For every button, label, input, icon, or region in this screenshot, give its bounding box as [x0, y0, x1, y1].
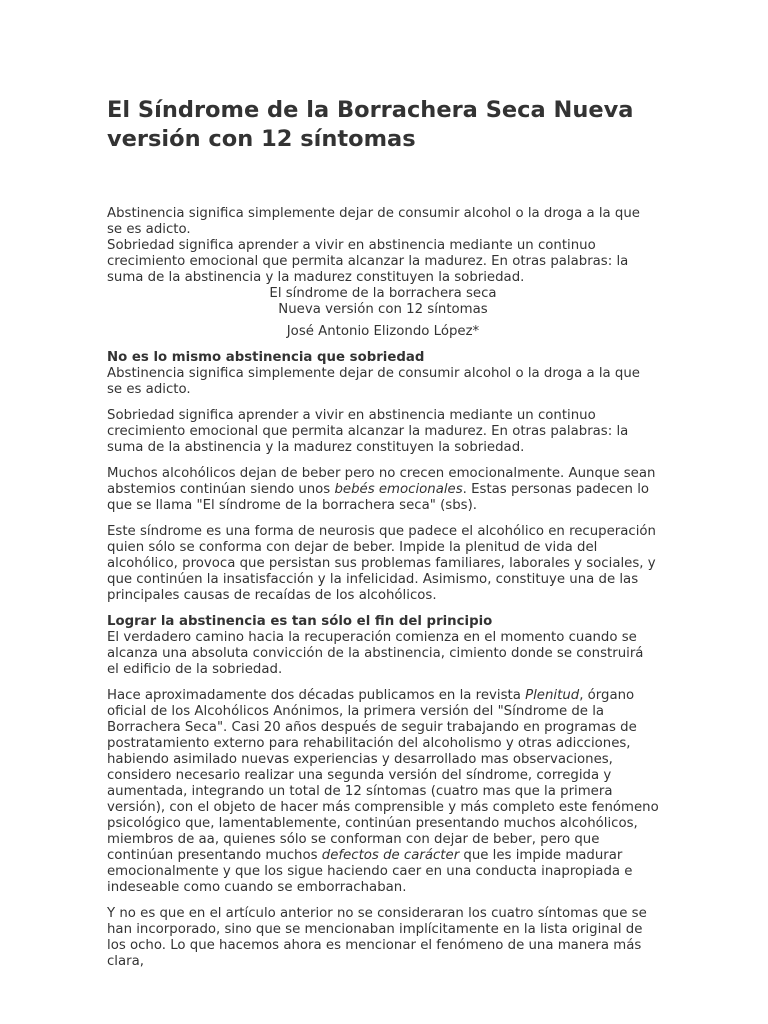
intro-center-line-2: Nueva versión con 12 síntomas [278, 302, 488, 317]
section-1-paragraph-2: Sobriedad significa aprender a vivir en abstinencia mediante un continuo crecimiento emocional que permita alcanzar la madurez. En otras palabras: la suma de la abstinencia y la madurez constituyen la sobriedad. [107, 408, 629, 455]
author-line: José Antonio Elizondo López* [286, 324, 480, 339]
section-1-paragraph-4: Este síndrome es una forma de neurosis que padece el alcohólico en recuperación quien sólo se conforma con dejar de beber. Impide la plenitud de vida del alcohólico, provoca que persistan sus problemas familiares, laborales y sociales, y que continúen la insatisfacción y la infelicidad. Asimismo, constituye una de las principales causas de recaídas de los alcohólicos. [107, 524, 656, 603]
section-1-heading: No es lo mismo abstinencia que sobriedad [107, 350, 425, 365]
document-title: El Síndrome de la Borrachera Seca Nueva versión con 12 síntomas [107, 97, 634, 152]
document-content [107, 96, 659, 980]
paragraph-text: Muchos alcohólicos dejan de beber pero no crecen emocionalmente. Aunque sean abstemios continúan siendo unos [107, 466, 656, 497]
section-2 [107, 614, 659, 678]
section-1 [107, 350, 659, 398]
paragraph-text: que les impide madurar emocionalmente y que los sigue haciendo caer en una conducta inapropiada e indeseable como cuando se emborrachaban. [107, 848, 633, 895]
paragraph-text: Hace aproximadamente dos décadas publicamos en la revista [107, 688, 526, 703]
section-1-paragraph-1: Abstinencia significa simplemente dejar de consumir alcohol o la droga a la que se es adicto. [107, 366, 640, 397]
intro-center-line-1: El síndrome de la borrachera seca [269, 286, 497, 301]
section-1-paragraph-3 [107, 466, 659, 514]
paragraph-text: , órgano oficial de los Alcohólicos Anónimos, la primera versión del "Síndrome de la Borrachera Seca". Casi 20 años después de seguir trabajando en programas de postratamiento externo para rehabilitación del alcoholismo y otras adicciones, habiendo asimilado nuevas experiencias y desarrollado mas observaciones, considero necesario realizar una segunda versión del síndrome, corregida y aumentada, integrando un total de 12 síntomas (cuatro mas que la primera versión), con el objeto de hacer más comprensible y más completo este fenómeno psicológico que, lamentablemente, continúan presentando muchos alcohólicos, miembros de aa, quienes sólo se conforman con dejar de beber, pero que continúan presentando muchos [107, 688, 659, 863]
document-body [107, 206, 659, 970]
section-2-paragraph-1: El verdadero camino hacia la recuperación comienza en el momento cuando se alcanza una absoluta convicción de la abstinencia, cimiento donde se construirá el edificio de la sobriedad. [107, 630, 644, 677]
paragraph-text: . Estas personas padecen lo que se llama "El síndrome de la borrachera seca" (sbs). [107, 482, 650, 513]
emphasis-text: bebés emocionales [334, 482, 463, 497]
emphasis-text: defectos de carácter [321, 848, 460, 863]
intro-paragraph-2: Sobriedad significa aprender a vivir en abstinencia mediante un continuo crecimiento emocional que permita alcanzar la madurez. En otras palabras: la suma de la abstinencia y la madurez constituyen la sobriedad. [107, 238, 629, 285]
section-2-heading: Lograr la abstinencia es tan sólo el fin del principio [107, 614, 493, 629]
section-2-paragraph-3: Y no es que en el artículo anterior no se consideraran los cuatro síntomas que se han incorporado, sino que se mencionaban implícitamente en la lista original de los ocho. Lo que hacemos ahora es mencionar el fenómeno de una manera más clara, [107, 906, 647, 969]
intro-paragraph-1: Abstinencia significa simplemente dejar de consumir alcohol o la droga a la que se es adicto. [107, 206, 640, 237]
section-2-paragraph-2 [107, 688, 659, 896]
emphasis-text: Plenitud [525, 688, 580, 703]
